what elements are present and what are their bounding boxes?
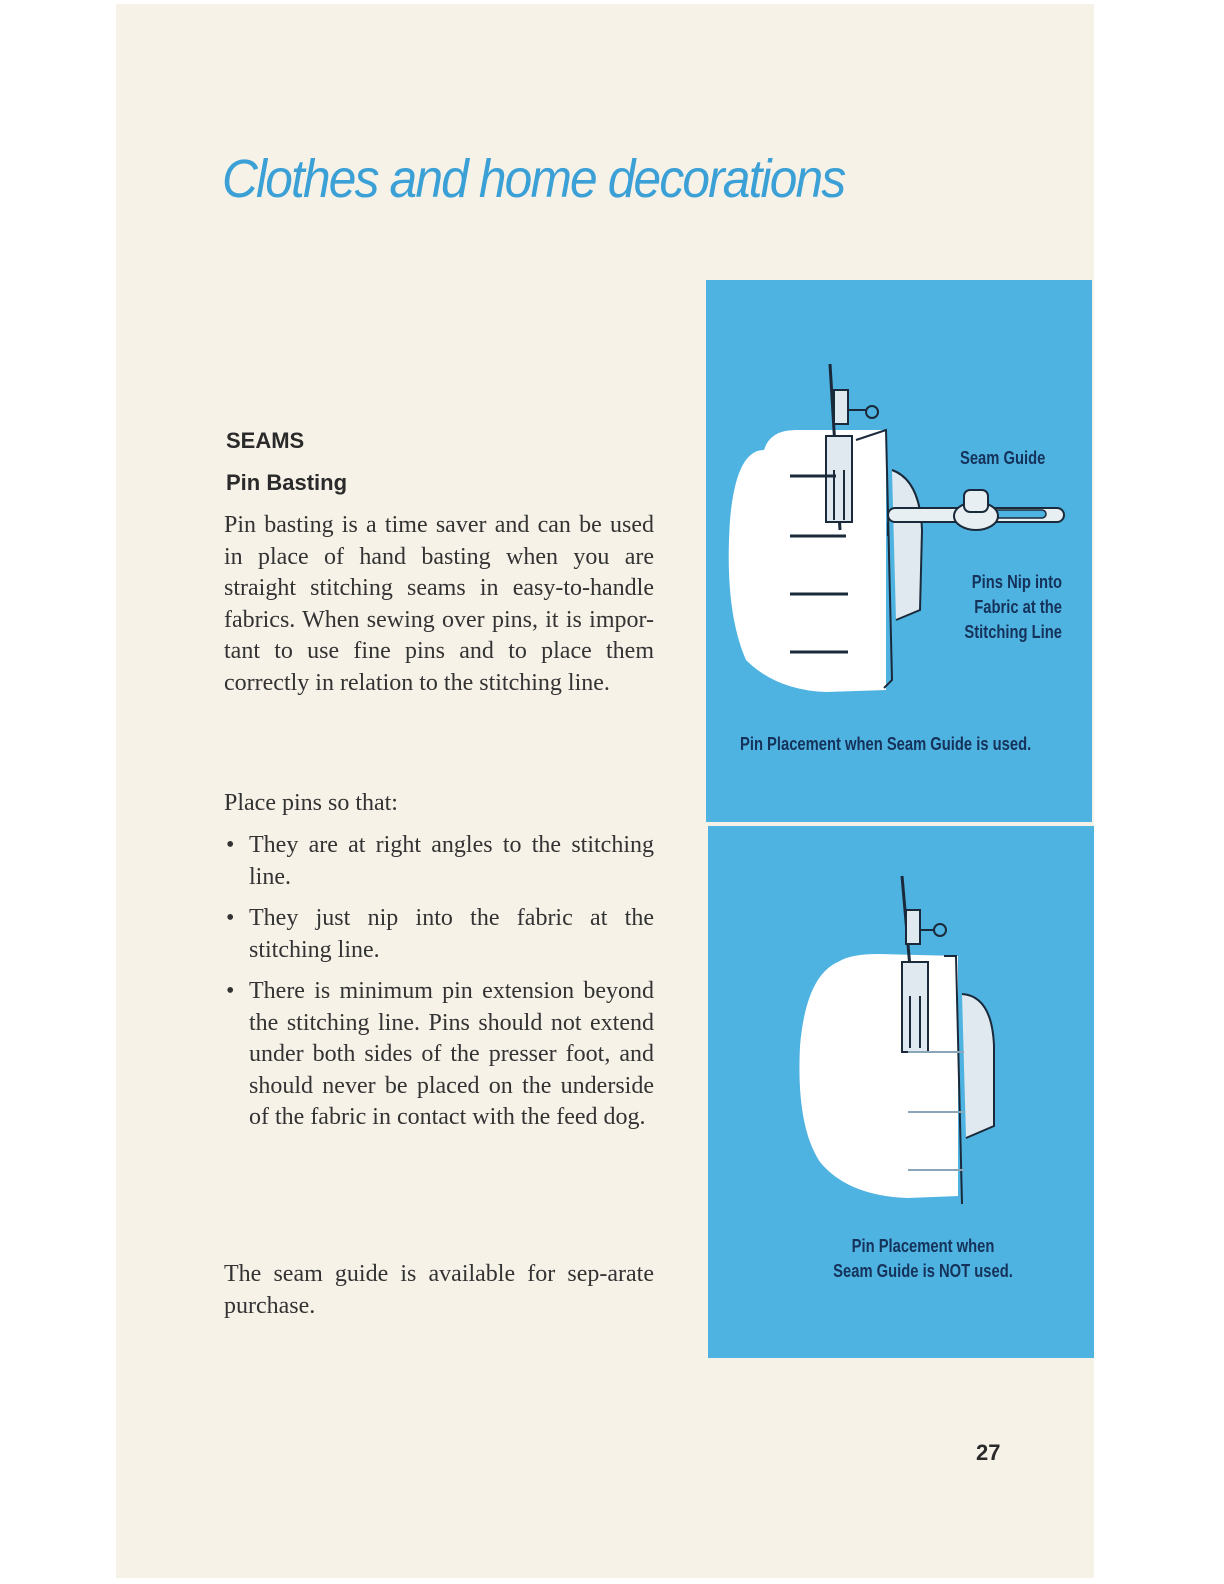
list-item: • There is minimum pin extension beyond the stitching line. Pins should not extend under both sides of the presser foot, and should never be placed on the underside of the fabric in contact with the feed dog. [224,976,654,1134]
figure-seam-guide-used [706,280,1092,822]
figure2-caption: Pin Placement when Seam Guide is NOT used. [833,1236,1013,1281]
section-heading: SEAMS [226,428,305,453]
closing-paragraph: The seam guide is available for sep-arate purchase. [224,1261,654,1319]
list-item: • They are at right angles to the stitching line. [224,830,654,893]
pins-nip-label: Pins Nip into Fabric at the Stitching Line [964,572,1062,642]
subsection-heading: Pin Basting [226,470,348,495]
lead-paragraph: Place pins so that: [224,790,398,816]
page-number: 27 [976,1440,1001,1465]
pin-rules-list [224,830,654,1144]
seam-guide-label: Seam Guide [960,448,1046,468]
intro-paragraph: Pin basting is a time saver and can be used in place of hand basting when you are straight stitching seams in easy-to-handle fabrics. When sewing over pins, it is impor-tant to use fine pins and to place them correctly in relation to the stitching line. [224,512,654,696]
figure-seam-guide-not-used [708,826,1094,1358]
figure1-caption: Pin Placement when Seam Guide is used. [740,734,1032,754]
list-item: • They just nip into the fabric at the stitching line. [224,903,654,966]
page-title: Clothes and home decorations [222,149,845,209]
